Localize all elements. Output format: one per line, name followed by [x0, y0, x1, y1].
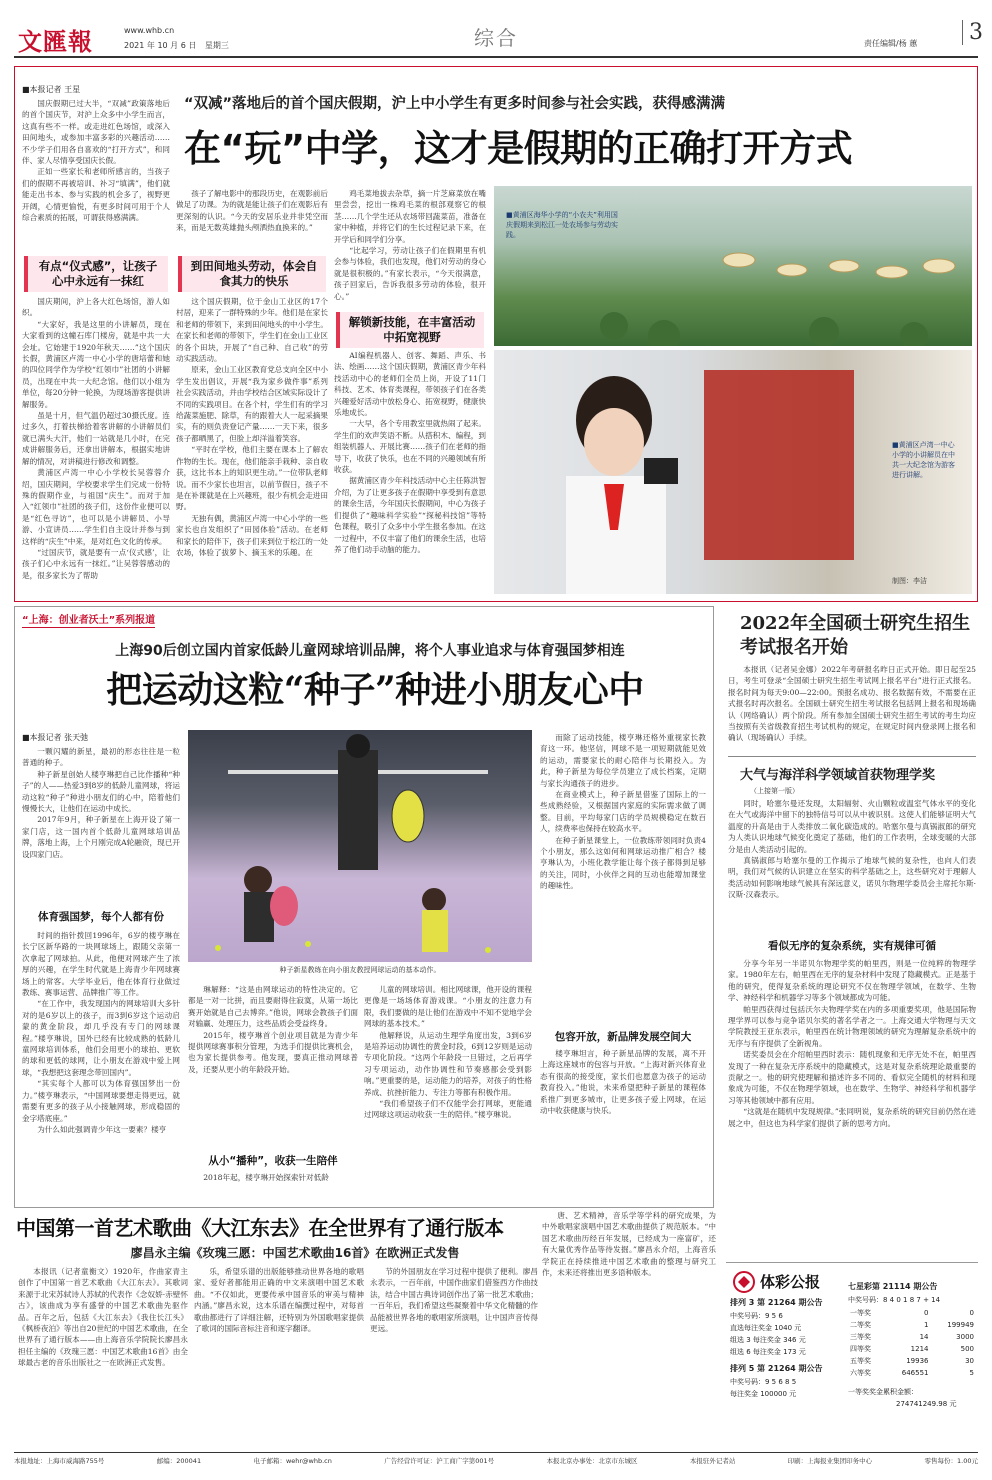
lottery-p3-number: 中奖号码：9 5 6	[730, 1312, 783, 1320]
tennis-col3	[364, 984, 532, 1202]
physics-col-a	[728, 798, 976, 936]
footer	[14, 1456, 978, 1474]
prize-row	[848, 1331, 976, 1343]
paragraph: 2018年起，楼亨琳开始探索针对低龄	[203, 1173, 329, 1182]
paragraph: 楼亨琳坦言，种子新星品牌的发展，离不开上海这座城市的包容与开放。“上海对新兴体育业态有很高的接受度，家长们也愿意为孩子的运动教育投入。”他说，未来希望把种子新星的课程体系推广到更多城市，让更多孩子爱上网球，在运动中收获健康与快乐。	[540, 1049, 706, 1116]
photo-tennis	[188, 730, 532, 978]
subhead-farming: 到田间地头劳动，体会自食其力的快乐	[178, 256, 326, 292]
paragraph: 这个国庆假期，位于金山工业区的17个村居，迎来了一群特殊的少年。他们是在家长和老师的带领下，来到田间地头的中小学生。在家长和老师的带领下，学生们在金山工业区的各个田块，开展了“自己种、自己收”的劳动实践活动。	[176, 297, 328, 364]
prize-count: 14	[919, 1333, 929, 1341]
prize-amount: 0	[969, 1309, 974, 1317]
subhead-skills: 解锁新技能，在丰富活动中拓宽视野	[336, 312, 484, 348]
exam-headline: 2022年全国硕士研究生招生考试报名开始	[740, 613, 971, 658]
paragraph: 正如一些家长和老师所感言的，当孩子们的假期不再被培训、补习“填满”，他们就能走出书本、参与实践的机会多了，视野更开阔，心情更愉悦，有更多时间可用于个人综合素质的拓展，可谓获得感满满。	[22, 167, 170, 223]
footer-item: 广告经营许可证：沪工商广字第001号	[384, 1457, 495, 1465]
subhead-open: 包容开放，新品牌发展空间大	[554, 1031, 692, 1043]
photo-farm	[494, 186, 972, 346]
tennis-col2b	[188, 1172, 358, 1202]
tennis-col2	[188, 984, 358, 1078]
masthead	[14, 14, 983, 62]
footer-item: 零售每份：1.00元	[924, 1457, 978, 1465]
paragraph: 鸡毛菜地拔去杂草，摘一片芝麻菜放在嘴里尝尝，挖出一株鸡毛菜的根部观察它的根茎……几个学生还从农场带回蔬菜苗，准备在家中种植，并将它们的生长过程记录下来，在开学后和同学们分享。	[334, 189, 486, 244]
top-col1	[22, 296, 170, 592]
song-col3	[370, 1266, 538, 1446]
paragraph: 同时，哈塞尔曼还发现，太阳辐射、火山颗粒或温室气体水平的变化在大气或海洋中留下的独特信号可以从中被识别。这使人们能够证明大气温度的升高是由于人类排放二氧化碳造成的。哈塞尔曼与真锅淑郎的研究为人类认识地球气候变化奠定了基础，他们的工作表明，全球变暖的大部分是由人类活动引起的。	[728, 799, 976, 854]
masthead-divider	[14, 56, 978, 58]
prize-name: 四等奖	[850, 1345, 871, 1353]
paragraph: “在工作中，我发现国内的网球培训大多针对的是6岁以上的孩子，而3到6岁这个运动启蒙的黄金阶段，却几乎没有专门的网球课程。”楼亨琳说，国外已经有比较成熟的低龄儿童网球培训体系，他们会用更小的球拍、更软的球和更低的球网，让小朋友在游戏中爱上网球，“我想把这套理念带回国内”。	[22, 999, 180, 1077]
paragraph: “大家好，我是这里的小讲解员，现在大家看到的这幢石库门楼房，就是中共一大会址。它始建于1920年秋天……”这个国庆长假，黄浦区卢湾一中心小学的唐培蕾和她的四位同学作为学校“红领巾”社团的小讲解员，出现在中共一大纪念馆。他们以小组为单位，每20分钟一轮换，为现场游客提供讲解服务。	[22, 319, 170, 409]
top-byline: ■本报记者 王星	[22, 85, 81, 94]
prize-amount: 30	[965, 1357, 974, 1365]
paragraph: 唐、艺术精神，音乐学等学科的研究成果，为中外歌唱家演唱中国艺术歌曲提供了规范版本。“中国艺术歌曲历经百年发展，已经成为一座富矿，还有大量优秀作品等待发掘。”廖昌永介绍，上海音乐学院正在持续推进中国艺术歌曲的整理与研究工作，未来还将推出更多语种版本。	[542, 1211, 716, 1278]
prize-table	[848, 1307, 976, 1379]
paragraph: 国庆期间，沪上各大红色场馆，游人如织。	[22, 297, 170, 318]
subhead-sowing: 从小“播种”，收获一生陪伴	[208, 1155, 338, 1167]
lottery-p3-line: 组选 6 每注奖金 173 元	[730, 1348, 806, 1356]
paragraph: 原来，金山工业区教育党总支向全区中小学生发出倡议，开展“我为家乡做件事”系列社会实践活动，并由学校结合区域实际设计了不同的实践项目。在各个村，学生们有的学习给蔬菜施肥、除草，有的跟着大人一起采摘果实，有的则负责登记产量……一天下来，很多孩子都晒黑了，但脸上却洋溢着笑容。	[176, 365, 328, 443]
series-tag: “上海：创业者沃土”系列报道	[22, 611, 155, 628]
photo-guide-caption: ■黄浦区卢湾一中心小学的小讲解员在中共一大纪念馆为游客进行讲解。	[892, 441, 955, 479]
physics-col-b	[728, 958, 976, 1258]
prize-row	[848, 1343, 976, 1355]
paragraph: 诺奖委员会在介绍帕里西时表示：随机现象和无序无处不在，帕里西发现了一种在复杂无序系统中的隐藏模式，这是对复杂系统理论最重要的贡献之一。他的研究使理解和描述许多不同的、看似完全随机的材料和现象成为可能，不仅在物理学领域，也在数学、生物学、神经科学和机器学习等其他领域中都有应用。	[728, 1050, 976, 1105]
paragraph: 虽是十月，但气温仍超过30摄氏度。连过多久，打着扶梯拾着客讲解的小讲解员们就已满头大汗，他们一站就是几小时，在完成讲解服务后，还拿出讲解本，根据实地讲解的情况，对讲稿进行修改和调整。	[22, 411, 170, 466]
paragraph: 真锅淑郎与哈塞尔曼的工作揭示了地球气候的复杂性，也向人们表明，我们对气候的认识建立在坚实的科学基础之上，这些研究对于理解人类活动如何影响地球气候具有深远意义，诺贝尔物理学委员会主席托尔斯·汉斯·汉森表示。	[728, 856, 976, 900]
site-url: www.whb.cn	[124, 26, 175, 35]
paragraph: 为什么如此强调青少年这一要素？楼亨	[37, 1124, 167, 1134]
paragraph: 孩子了解电影中的那段历史，在观影前后做足了功课。为的就是能让孩子们在观影后有更深刻的认识。“今天的安居乐业并非凭空而来，而是无数英雄抛头颅洒热血换来的。”	[176, 189, 328, 233]
photo-farm-caption: ■黄浦区海华小学的“小农夫”利用国庆假期来到松江一处农场参与劳动实践。	[506, 211, 618, 239]
prize-row	[848, 1319, 976, 1331]
tennis-col1b	[22, 930, 180, 1202]
tennis-col1	[22, 746, 180, 894]
newspaper-logo: 文匯報	[18, 27, 93, 56]
prize-row	[848, 1355, 976, 1367]
prize-amount: 3000	[956, 1333, 974, 1341]
top-col3b	[334, 350, 486, 592]
paragraph: 种子新星创始人楼亨琳把自己比作播种“种子”的人——热爱3到8岁的低龄儿童网球，将运动这粒“种子”种进小朋友们的心中，陪着他们慢慢长大，让他们在运动中成长。	[22, 769, 180, 814]
song-col2	[194, 1266, 364, 1446]
song-subtitle: 廖昌永主编《玫瑰三愿：中国艺术歌曲16首》在欧洲正式发售	[130, 1246, 460, 1260]
photo-credit: 制图：李洁	[892, 577, 927, 585]
prize-count: 1214	[910, 1345, 929, 1353]
tennis-col4	[540, 732, 706, 1020]
song-col1	[18, 1266, 188, 1446]
paragraph: “比起学习，劳动让孩子们在假期里有机会参与体验，我们也发现，他们对劳动的身心就是很积极的。”有家长表示，“今天很满意，孩子回家后，告诉我很多劳动的体验，很开心。”	[334, 246, 486, 301]
paragraph: 琳解释：“这是由网球运动的特性决定的。它都是一对一比拼，而且要耐得住寂寞，从第一场比赛开始就是自己去博弈。”他说，网球会教孩子们面对输赢、处理压力，这些品质会受益终身。	[188, 985, 358, 1029]
top-col2	[176, 188, 328, 250]
paragraph: 乐，希望乐谱的出版能够推动世界各地的歌唱家、爱好者都能用正确的中文来演唱中国艺术歌曲。“不仅如此，更要传承中国音乐的审美与精神内涵。”廖昌永说，这本乐谱在编撰过程中，对每首歌曲都进行了详细注解，还特别为外国歌唱家提供了歌词的国际音标注音和逐字翻译。	[194, 1267, 364, 1334]
paragraph: 本报讯（记者童衡文）1920年，作曲家青主创作了中国第一首艺术歌曲《大江东去》。其歌词来源于北宋苏轼诗人苏轼的代表作《念奴娇·赤壁怀古》，该曲成为享有盛誉的中国艺术歌曲先驱作品。百年之后，包括《大江东去》《我住长江头》《枫桥夜泊》等出自20世纪的中国艺术歌曲，在全世界有了通行版本——由上海音乐学院院长廖昌永担任主编的《玫瑰三愿：中国艺术歌曲16首》由全球最古老的音乐出版社之一在欧洲正式发售。	[18, 1267, 188, 1368]
paragraph: “过国庆节，就是要有一点‘仪式感’，让孩子们心中永远有一抹红。”让吴蓉蓉感动的是，很多家长为了帮助	[22, 547, 170, 580]
exam-body	[728, 664, 976, 752]
top-kicker: “双减”落地后的首个国庆假期，沪上中小学生有更多时间参与社会实践，获得感满满	[184, 96, 726, 112]
subhead-sports-dream: 体育强国梦，每个人都有份	[38, 911, 164, 923]
paragraph: 而除了运动技能，楼亨琳还格外重视家长教育这一环。他坚信，网球不是一项短期就能见效的运动，需要家长的耐心陪伴与长期投入。为此，种子新星为每位学员建立了成长档案，定期与家长沟通孩子的进步。	[540, 733, 706, 788]
top-lead	[22, 98, 170, 246]
lottery-box	[726, 1262, 978, 1446]
photo-tennis-caption: 种子新星教练在向小朋友教授网球运动的基本动作。	[188, 962, 532, 978]
lottery-p5-number: 中奖号码：9 5 6 8 5	[730, 1378, 797, 1386]
prize-name: 三等奖	[850, 1333, 871, 1341]
lottery-p5-title: 排列 5 第 21264 期公告	[730, 1364, 823, 1373]
issue-weekday: 星期三	[204, 41, 229, 50]
footer-item: 本报驻外记者站	[689, 1457, 736, 1465]
lottery-p3-line: 直选每注奖金 1040 元	[730, 1324, 802, 1332]
lottery-p3-title: 排列 3 第 21264 期公告	[730, 1298, 823, 1307]
paragraph: 他解释说，从运动生理学角度出发，3到6岁是培养运动协调性的黄金时段，6到12岁则是运动专项化阶段。“这两个年龄段一旦错过，之后再学习专项运动，动作协调性和节奏感都会受到影响。”更重要的是，运动能力的培养，对孩子的性格养成、抗挫折能力、专注力等都有积极作用。	[364, 1030, 532, 1097]
paragraph: 本报讯（记者吴金娜）2022年考研报名昨日正式开始。即日起至25日，考生可登录“全国硕士研究生招生考试网上报名平台”进行正式报名。报名时间为每天9:00—22:00。预报名成功、报名数据有效，不需要在正式报名时再次报名。全国硕士研究生招生考试报名包括网上报名和现场确认（网络确认）两个阶段。所有参加全国硕士研究生招生考试的考生均应当按照有关省级教育招生考试机构的规定，在规定时间内登录网上报名和确认（现场确认）手续。	[728, 665, 976, 743]
divider	[728, 756, 976, 757]
footer-item: 本报北京办事处：北京市东城区	[546, 1457, 638, 1465]
tennis-kicker: 上海90后创立国内首家低龄儿童网球培训品牌，将个人事业追求与体育强国梦相连	[115, 643, 625, 659]
paragraph: 黄浦区卢湾一中心小学校长吴蓉蓉介绍，国庆期间，学校要求学生们完成一份特殊的假期作业，与祖国“庆生”。而对于加入“红领巾”社团的孩子们，这份作业便可以是“红色寻访”，也可以是小讲解员、小导游、小宣讲员……学生们自主设计并参与到这样的“庆生”中来，是对红色文化的传承。	[22, 468, 170, 546]
paragraph: 儿童的网球培训。相比网球课，他开设的课程更像是一场场体育游戏课。“小朋友的注意力有限，我们要做的是让他们在游戏中不知不觉地学会网球的基本技术。”	[364, 985, 532, 1029]
physics-headline: 大气与海洋科学领域首获物理学奖	[740, 768, 936, 783]
paragraph: 一大早，各个专用教室里就热闹了起来。学生们的欢声笑语不断。从搭积木、编程，到组装机器人、开展比赛……孩子们在老师的指导下，收获了快乐，也在不同的兴趣领域有所收获。	[334, 419, 486, 475]
subhead-complex: 看似无序的复杂系统，实有规律可循	[768, 940, 936, 952]
prize-row	[848, 1367, 976, 1379]
paragraph: AI编程机器人、创客、舞蹈、声乐、书法、绘画……这个国庆假期，黄浦区青少年科技活动中心的老师们全员上岗，开设了11门科技、艺术、体育类课程，带领孩子们在各类兴趣爱好活动中放松身心、拓宽视野，健康快乐地成长。	[334, 351, 486, 418]
tennis-byline: ■本报记者 张天弛	[22, 733, 89, 742]
paragraph: “我们希望孩子们不仅能学会打网球，更能通过网球这项运动收获一生的陪伴。”楼亨琳说。	[364, 1099, 532, 1120]
tennis-col4b	[540, 1048, 706, 1202]
top-col3	[334, 188, 486, 306]
paragraph: 帕里西获得过包括沃尔夫物理学奖在内的多项重要奖项，他是国际物理学界可以参与竞争诺贝尔奖的著名学者之一。上海交通大学物理与天文学院教授王亚东表示，帕里西在统计物理领域的研究为理解复杂系统中的无序与有序提供了全新视角。	[728, 1004, 976, 1048]
paragraph: 在商业模式上，种子新星借鉴了国际上的一些成熟经验，又根据国内家庭的实际需求做了调整。目前，平均每家门店的学员规模稳定在数百人，续费率也保持在较高水平。	[540, 790, 706, 834]
qixingcai-number: 中奖号码：8 4 0 1 8 7 + 14	[848, 1296, 941, 1304]
prize-count: 1	[924, 1321, 929, 1329]
paragraph: 2015年，楼亨琳首个创业项目就是为青少年提供网球赛事积分管理，为选手们提供比赛机会，也为家长提供参考。他发现，要真正推动网球普及，还要从更小的年龄段开始。	[188, 1030, 358, 1074]
paragraph: 在种子新星课堂上，一位教练带领同时负责4个小朋友，那么这如何和网球运动推广相合？楼亨琳认为，小班化教学能让每个孩子都得到足够的关注，同时，小伙伴之间的互动也能增加课堂的趣味性。	[540, 835, 706, 891]
paragraph: “其实每个人都可以为体育强国梦出一份力。”楼亨琳表示，“中国网球要想走得更远，就需要有更多的孩子从小接触网球，形成稳固的金字塔底座。”	[22, 1079, 180, 1123]
prize-amount: 500	[960, 1345, 974, 1353]
photo-guide	[494, 350, 972, 594]
prize-amount: 5	[969, 1369, 974, 1377]
lottery-title: 体彩公报	[760, 1273, 821, 1291]
responsible-editor: 责任编辑/杨 蕙	[864, 39, 918, 48]
footer-item: 电子邮箱：wehr@whb.cn	[253, 1457, 332, 1465]
top-headline: 在“玩”中学，这才是假期的正确打开方式	[184, 127, 853, 170]
song-col4	[542, 1210, 716, 1446]
paragraph: “这就是在随机中发现规律。”张同明说，复杂系统的研究目前仍然在进展之中，但这也为科学家们提供了新的思考方向。	[728, 1107, 976, 1128]
lottery-p3-line: 组选 3 每注奖金 346 元	[730, 1336, 806, 1344]
prize-name: 一等奖	[850, 1309, 871, 1317]
prize-name: 五等奖	[850, 1357, 871, 1365]
paragraph: 节的外国朋友在学习过程中提供了便利。廖昌永表示，一百年前，中国作曲家们借鉴西方作曲技法，结合中国古典诗词创作出了第一批艺术歌曲；一百年后，我们希望这些凝聚着中华文化精髓的作品能被世界各地的歌唱家所演唱，让中国声音传得更远。	[370, 1267, 538, 1334]
prize-row	[848, 1307, 976, 1319]
qixingcai-title: 七星彩第 21114 期公告	[848, 1282, 938, 1291]
prize-count: 646551	[901, 1369, 929, 1377]
prize-name: 二等奖	[850, 1321, 871, 1329]
paragraph: 分享今年另一半诺贝尔物理学奖的帕里西，则是一位纯粹的物理学家。1980年左右，帕里西在无序的复杂材料中发现了隐藏模式。正是基于他的研究，使得复杂系统的理论研究不仅在物理学领域，在数学、生物学、神经科学和机器学习等多个领域都成为可能。	[728, 959, 976, 1003]
song-headline: 中国第一首艺术歌曲《大江东去》在全世界有了通行版本	[16, 1216, 504, 1240]
paragraph: 2017年9月，种子新星在上海开设了第一家门店，这一国内首个低龄儿童网球培训品牌，落地上海，上个月刚完成A轮融资，现已开设四家门店。	[22, 815, 180, 859]
tennis-headline: 把运动这粒“种子”种进小朋友心中	[106, 669, 644, 711]
paragraph: 无独有偶，黄浦区卢湾一中心小学的一些家长也自发组织了“田园体验”活动。在老师和家长的陪伴下，孩子们来到位于松江的一处农场，体验了拔萝卜、摘玉米的乐趣。在	[176, 513, 328, 557]
lottery-icon	[730, 1271, 758, 1293]
subhead-ceremony: 有点“仪式感”，让孩子心中永远有一抹红	[24, 256, 168, 292]
page-number: 3	[962, 20, 983, 45]
section-title: 综合	[474, 26, 518, 50]
paragraph: 据黄浦区青少年科技活动中心主任陈洪智介绍，为了让更多孩子在假期中享受到有意思的课余生活，今年国庆长假期间，中心为孩子们提供了“趣味科学实验”“探秘科技馆”等特色课程，吸引了众多中小学生报名参加。在这一过程中，不仅丰富了他们的课余生活，也培养了他们动手动脑的能力。	[334, 476, 486, 554]
prize-count: 0	[924, 1309, 929, 1317]
prize-amount: 199949	[947, 1321, 974, 1329]
footer-divider	[14, 1452, 978, 1453]
paragraph: 时间的指针拨回1996年，6岁的楼亨琳在长宁区新华路的一块网球场上，跟随父亲第一次拿起了网球拍。从此，他便对网球产生了浓厚的兴趣，在学生时代就是上海青少年网球赛场上的常客。大学毕业后，他在体育行业做过教练、赛事运营、品牌推广等工作。	[22, 931, 180, 998]
footer-item: 邮编：200041	[156, 1457, 202, 1465]
lottery-p5-line: 每注奖金 100000 元	[730, 1390, 797, 1398]
pool-label: 一等奖奖金累积金额：	[848, 1388, 918, 1396]
paragraph: “平时在学校，他们主要在课本上了解农作物的生长。现在，他们能亲手栽种、亲自收获，这比书本上的知识更生动。”一位带队老师说。而不少家长也坦言，以前节假日，孩子不是在补课就是在上兴趣班，很少有机会走进田野。	[176, 445, 328, 512]
paragraph: 一颗闪耀的新星，最初的形态往往是一粒普通的种子。	[22, 747, 180, 768]
issue-date: 2021 年 10 月 6 日	[124, 41, 197, 50]
prize-count: 19936	[906, 1357, 929, 1365]
prize-name: 六等奖	[850, 1369, 871, 1377]
physics-byline: （上接第一版）	[750, 787, 799, 795]
top-col2b	[176, 296, 328, 592]
footer-item: 印刷：上海报业集团印务中心	[787, 1457, 873, 1465]
pool-amount: 274741249.98 元	[896, 1400, 957, 1408]
footer-item: 本报地址：上海市威海路755号	[14, 1457, 105, 1465]
lead-paragraph: 国庆假期已过大半，“双减”政策落地后的首个国庆节，对沪上众多中小学生而言，这真有些不一样。或走进红色场馆，或深入田间地头，或参加丰富多彩的兴趣活动……不少学子们用各自喜欢的“打开方式”，和同伴、家人尽情享受国庆长假。	[22, 99, 170, 166]
